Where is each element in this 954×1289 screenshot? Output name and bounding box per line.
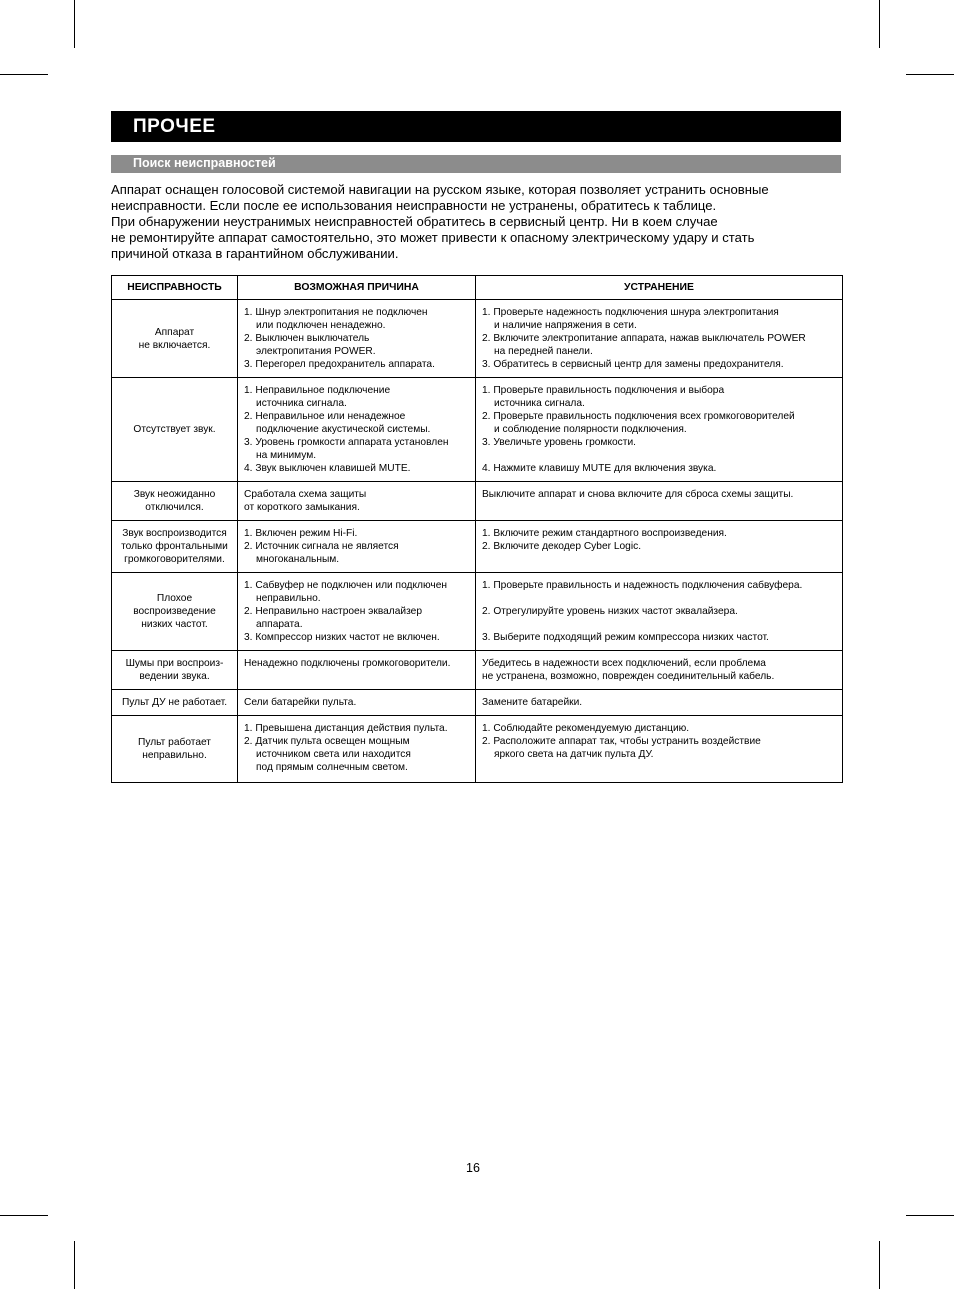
problem-cell-line: Плохое	[156, 593, 193, 604]
cause-cell-line: 2. Источник сигнала не является	[244, 541, 399, 552]
problem-cell	[112, 300, 238, 378]
crop-mark-top-left-horizontal	[0, 74, 48, 75]
cause-cell-line: подключение акустической системы.	[256, 424, 431, 435]
fix-cell-line	[482, 618, 838, 631]
cause-cell-line: многоканальным.	[256, 554, 340, 565]
problem-cell-line: Звук воспроизводится	[122, 528, 227, 539]
problem-cell-line: Звук неожиданно	[133, 489, 216, 500]
cause-cell	[238, 482, 476, 521]
troubleshooting-table	[111, 275, 843, 783]
intro-line: неисправности. Если после ее использования неисправности не устранены, обратитесь к таблице.	[111, 198, 717, 213]
intro-line: Аппарат оснащен голосовой системой навигации на русском языке, которая позволяет устранить основные	[111, 182, 769, 197]
fix-cell-line: 4. Нажмите клавишу MUTE для включения звука.	[482, 463, 717, 474]
fix-cell-line: на передней панели.	[494, 346, 593, 357]
problem-cell-line: ведении звука.	[139, 671, 210, 682]
cause-cell-line: на минимум.	[256, 450, 317, 461]
cause-cell	[238, 521, 476, 573]
table-row	[112, 482, 843, 521]
cause-cell-line: источником света или находится	[256, 749, 411, 760]
cause-cell-line: 3. Уровень громкости аппарата установлен	[244, 437, 449, 448]
cause-cell-line: 2. Выключен выключатель	[244, 333, 370, 344]
table-row	[112, 690, 843, 716]
fix-cell	[476, 573, 843, 651]
problem-cell-line: Отсутствует звук.	[133, 424, 216, 435]
problem-cell-line: отключился.	[145, 502, 204, 513]
cause-cell-line: источника сигнала.	[256, 398, 347, 409]
cause-cell-line: 1. Сабвуфер не подключен или подключен	[244, 580, 447, 591]
fix-cell-line: 2. Отрегулируйте уровень низких частот эквалайзера.	[482, 606, 738, 617]
column-header-problem: НЕИСПРАВНОСТЬ	[112, 276, 238, 300]
fix-cell-line: 2. Проверьте правильность подключения всех громкоговорителей	[482, 411, 795, 422]
fix-cell-line: Убедитесь в надежности всех подключений, если проблема	[482, 658, 766, 669]
cause-cell-line: аппарата.	[256, 619, 303, 630]
crop-mark-top-right-horizontal	[906, 74, 954, 75]
fix-cell	[476, 651, 843, 690]
cause-cell-line: электропитания POWER.	[256, 346, 376, 357]
problem-cell	[112, 521, 238, 573]
table-row	[112, 651, 843, 690]
problem-cell	[112, 573, 238, 651]
cause-cell-line: 1. Неправильное подключение	[244, 385, 391, 396]
cause-cell-line: 2. Неправильно настроен эквалайзер	[244, 606, 422, 617]
problem-cell	[112, 716, 238, 783]
fix-cell-line: 1. Соблюдайте рекомендуемую дистанцию.	[482, 723, 690, 734]
fix-cell-line: и соблюдение полярности подключения.	[494, 424, 687, 435]
cause-cell	[238, 716, 476, 783]
intro-line: причиной отказа в гарантийном обслуживании.	[111, 246, 399, 261]
table-row	[112, 521, 843, 573]
crop-mark-bottom-right-vertical	[879, 1241, 880, 1289]
table-row	[112, 716, 843, 783]
cause-cell-line: неправильно.	[256, 593, 321, 604]
fix-cell-line: 1. Проверьте надежность подключения шнура электропитания	[482, 307, 779, 318]
page-title-bar	[111, 111, 841, 142]
cause-cell-line: 1. Шнур электропитания не подключен	[244, 307, 428, 318]
crop-mark-bottom-left-horizontal	[0, 1215, 48, 1216]
problem-cell	[112, 482, 238, 521]
cause-cell	[238, 378, 476, 482]
crop-mark-bottom-right-horizontal	[906, 1215, 954, 1216]
problem-cell-line: воспроизведение	[133, 606, 216, 617]
fix-cell-line: 1. Проверьте правильность и надежность подключения сабвуфера.	[482, 580, 803, 591]
fix-cell	[476, 482, 843, 521]
problem-cell-line: неправильно.	[142, 750, 207, 761]
crop-mark-bottom-left-vertical	[74, 1241, 75, 1289]
cause-cell	[238, 300, 476, 378]
problem-cell-line: только фронтальными	[121, 541, 228, 552]
fix-cell-line: не устранена, возможно, поврежден соединительный кабель.	[482, 671, 775, 682]
table-row	[112, 300, 843, 378]
column-header-fix: УСТРАНЕНИЕ	[476, 276, 843, 300]
cause-cell-line: Сели батарейки пульта.	[244, 697, 357, 708]
intro-paragraph	[111, 182, 846, 262]
fix-cell	[476, 716, 843, 783]
cause-cell-line: 2. Датчик пульта освещен мощным	[244, 736, 410, 747]
cause-cell-line: от короткого замыкания.	[244, 502, 360, 513]
problem-cell	[112, 378, 238, 482]
cause-cell	[238, 690, 476, 716]
intro-line: не ремонтируйте аппарат самостоятельно, это может привести к опасному электрическому удару и стать	[111, 230, 755, 245]
fix-cell-line: Замените батарейки.	[482, 697, 583, 708]
fix-cell-line: 2. Расположите аппарат так, чтобы устранить воздействие	[482, 736, 761, 747]
section-title: Поиск неисправностей	[133, 156, 276, 170]
section-title-bar	[111, 155, 841, 173]
cause-cell-line: 4. Звук выключен клавишей MUTE.	[244, 463, 411, 474]
cause-cell-line: Сработала схема защиты	[244, 489, 367, 500]
fix-cell-line: 3. Выберите подходящий режим компрессора низких частот.	[482, 632, 769, 643]
fix-cell-line: яркого света на датчик пульта ДУ.	[494, 749, 654, 760]
fix-cell-line: 3. Обратитесь в сервисный центр для замены предохранителя.	[482, 359, 784, 370]
fix-cell-line: 1. Проверьте правильность подключения и выбора	[482, 385, 725, 396]
cause-cell-line: 2. Неправильное или ненадежное	[244, 411, 406, 422]
fix-cell-line	[482, 592, 838, 605]
fix-cell-line: Выключите аппарат и снова включите для сброса схемы защиты.	[482, 489, 794, 500]
fix-cell	[476, 690, 843, 716]
table-row	[112, 378, 843, 482]
fix-cell	[476, 300, 843, 378]
fix-cell-line: источника сигнала.	[494, 398, 585, 409]
cause-cell-line: 3. Перегорел предохранитель аппарата.	[244, 359, 435, 370]
fix-cell-line: 2. Включите электропитание аппарата, нажав выключатель POWER	[482, 333, 806, 344]
intro-line: При обнаружении неустранимых неисправностей обратитесь в сервисный центр. Ни в коем случае	[111, 214, 718, 229]
cause-cell-line: Ненадежно подключены громкоговорители.	[244, 658, 451, 669]
fix-cell	[476, 378, 843, 482]
fix-cell-line: 2. Включите декодер Cyber Logic.	[482, 541, 642, 552]
table-body	[112, 300, 843, 783]
problem-cell-line: Аппарат	[154, 326, 195, 338]
fix-cell-line: 3. Увеличьте уровень громкости.	[482, 437, 636, 448]
problem-cell-line: громкоговорителями.	[124, 554, 225, 565]
fix-cell-line: 1. Включите режим стандартного воспроизведения.	[482, 528, 727, 539]
crop-mark-top-right-vertical	[879, 0, 880, 48]
problem-cell-line: не включается.	[138, 339, 211, 351]
crop-mark-top-left-vertical	[74, 0, 75, 48]
cause-cell-line: 1. Включен режим Hi-Fi.	[244, 528, 358, 539]
fix-cell	[476, 521, 843, 573]
problem-cell-line: Пульт работает	[138, 737, 211, 748]
cause-cell	[238, 573, 476, 651]
page-number: 16	[466, 1161, 480, 1175]
problem-cell	[112, 651, 238, 690]
problem-cell-line: низких частот.	[141, 619, 208, 630]
column-header-cause: ВОЗМОЖНАЯ ПРИЧИНА	[238, 276, 476, 300]
fix-cell-line	[482, 449, 838, 462]
page-title: ПРОЧЕЕ	[133, 116, 216, 137]
fix-cell-line: и наличие напряжения в сети.	[494, 320, 637, 331]
problem-cell-line: Пульт ДУ не работает.	[121, 697, 228, 708]
problem-cell	[112, 690, 238, 716]
cause-cell	[238, 651, 476, 690]
cause-cell-line: или подключен ненадежно.	[256, 320, 386, 331]
problem-cell-line: Шумы при воспроиз-	[125, 658, 224, 669]
cause-cell-line: 1. Превышена дистанция действия пульта.	[244, 723, 448, 734]
table-header-row	[112, 276, 843, 300]
cause-cell-line: 3. Компрессор низких частот не включен.	[244, 632, 440, 643]
table-row	[112, 573, 843, 651]
cause-cell-line: под прямым солнечным светом.	[256, 762, 408, 773]
